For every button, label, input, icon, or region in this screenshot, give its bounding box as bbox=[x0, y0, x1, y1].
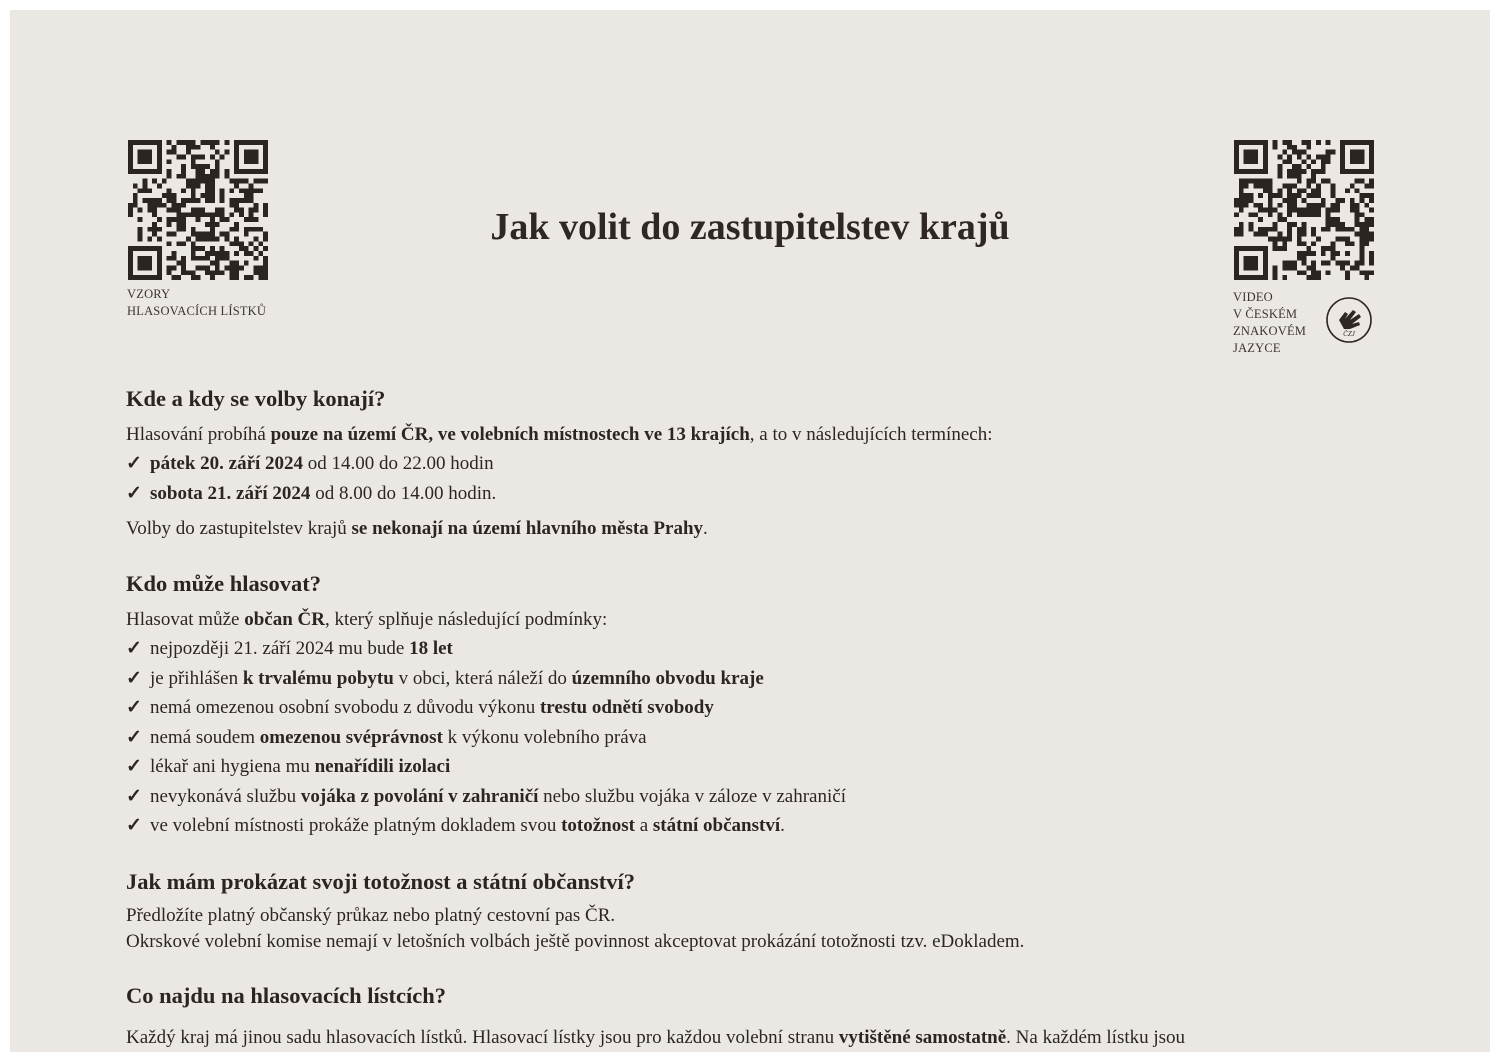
section-where-when bbox=[126, 386, 1386, 543]
text-bold: trestu odnětí svobody bbox=[539, 697, 714, 718]
text: nemá soudem bbox=[150, 726, 260, 748]
text-bold: 18 let bbox=[409, 638, 453, 659]
qr-left-caption-line: HLASOVACÍCH LÍSTKŮ bbox=[127, 304, 267, 318]
section-heading: Co najdu na hlasovacích lístcích? bbox=[126, 982, 447, 1008]
check-icon: ✓ bbox=[126, 697, 142, 718]
text: Volby do zastupitelstev krajů bbox=[126, 518, 352, 539]
check-icon: ✓ bbox=[126, 726, 142, 748]
check-icon: ✓ bbox=[126, 638, 142, 659]
list-item bbox=[126, 634, 1386, 664]
list-item bbox=[126, 449, 1386, 479]
text-bold: k trvalému pobytu bbox=[242, 667, 394, 689]
list-item bbox=[126, 723, 1386, 753]
text: od 14.00 do 22.00 hodin bbox=[303, 453, 494, 474]
text: nejpozději 21. září 2024 mu bude bbox=[150, 638, 410, 659]
text: nevykonává službu bbox=[150, 785, 301, 807]
text: , který splňuje následující podmínky: bbox=[324, 609, 608, 630]
text: v obci, která náleží do bbox=[393, 667, 572, 689]
list-item bbox=[126, 752, 1386, 782]
text: k výkonu volebního práva bbox=[442, 726, 647, 748]
text: Každý kraj má jinou sadu hlasovacích lístků. Hlasovací lístky jsou pro každou volební stranu bbox=[126, 1026, 839, 1048]
check-icon: ✓ bbox=[126, 785, 142, 807]
list-item bbox=[126, 693, 1386, 723]
paragraph bbox=[126, 1023, 1386, 1052]
text-bold: státní občanství bbox=[652, 815, 781, 836]
text-bold: občan ČR bbox=[244, 609, 325, 630]
text-bold: totožnost bbox=[561, 815, 635, 836]
qr-right-caption-line: ZNAKOVÉM bbox=[1233, 324, 1307, 338]
text-bold: omezenou svéprávnost bbox=[259, 726, 443, 748]
check-icon: ✓ bbox=[126, 453, 142, 474]
section-note bbox=[126, 514, 1386, 543]
text-bold: se nekonají na území hlavního města Prahy bbox=[351, 518, 704, 539]
qr-right-caption bbox=[1233, 289, 1306, 357]
section-identity bbox=[126, 869, 1386, 955]
text: Hlasování probíhá bbox=[126, 424, 271, 445]
text: je přihlášen bbox=[150, 667, 243, 689]
text: nebo službu vojáka v záloze v zahraničí bbox=[538, 785, 846, 807]
main-content bbox=[126, 386, 1386, 1052]
text: Hlasovat může bbox=[126, 609, 245, 630]
text: ve volební místnosti prokáže platným dokladem svou bbox=[150, 815, 562, 836]
qr-right-caption-line: JAZYCE bbox=[1233, 341, 1281, 355]
text-bold: vojáka z povolání v zahraničí bbox=[300, 785, 539, 807]
paragraph: Předložíte platný občanský průkaz nebo platný cestovní pas ČR. bbox=[126, 904, 616, 926]
check-icon: ✓ bbox=[126, 756, 142, 777]
text: od 8.00 do 14.00 hodin. bbox=[310, 482, 497, 504]
section-heading: Kde a kdy se volby konají? bbox=[126, 386, 386, 411]
qr-left-caption-line: VZORY bbox=[127, 287, 171, 301]
text-bold: sobota 21. září 2024 bbox=[150, 482, 311, 504]
text-bold: pouze na území ČR, ve volebních místnostech ve 13 krajích bbox=[270, 424, 750, 445]
text-bold: vytištěné samostatně bbox=[838, 1026, 1007, 1048]
text-bold: územního obvodu kraje bbox=[571, 667, 764, 689]
section-heading: Jak mám prokázat svoji totožnost a státní občanství? bbox=[126, 868, 635, 894]
list-item bbox=[126, 479, 1386, 509]
text: , a to v následujících termínech: bbox=[749, 424, 993, 445]
text: . bbox=[780, 815, 785, 836]
list-item bbox=[126, 664, 1386, 694]
section-ballots bbox=[126, 983, 1386, 1052]
sign-language-icon bbox=[1325, 296, 1373, 344]
section-intro bbox=[126, 605, 1386, 634]
text: . Na každém lístku jsou bbox=[1006, 1026, 1186, 1048]
page-title: Jak volit do zastupitelstev krajů bbox=[490, 206, 1010, 248]
text-bold: nenařídili izolaci bbox=[314, 756, 451, 777]
paragraph: Okrskové volební komise nemají v letošních volbách ještě povinnost akceptovat prokázání totožnosti tzv. eDokladem. bbox=[126, 930, 1025, 952]
qr-right-caption-line: V ČESKÉM bbox=[1233, 307, 1298, 321]
section-intro bbox=[126, 420, 1386, 449]
check-icon: ✓ bbox=[126, 815, 142, 836]
text: . bbox=[703, 518, 708, 539]
check-icon: ✓ bbox=[126, 482, 142, 504]
list-item bbox=[126, 811, 1386, 841]
text-bold: pátek 20. září 2024 bbox=[150, 453, 304, 474]
section-heading: Kdo může hlasovat? bbox=[126, 571, 322, 596]
section-who-can-vote bbox=[126, 571, 1386, 841]
list-item bbox=[126, 782, 1386, 812]
document-sheet bbox=[10, 10, 1490, 1052]
text: nemá omezenou osobní svobodu z důvodu výkonu bbox=[150, 697, 540, 718]
check-icon: ✓ bbox=[126, 667, 142, 689]
text: a bbox=[634, 815, 653, 836]
qr-left-caption bbox=[127, 286, 266, 320]
svg-text:ČZJ: ČZJ bbox=[1343, 330, 1355, 338]
qr-right-caption-line: VIDEO bbox=[1233, 290, 1273, 304]
text: lékař ani hygiena mu bbox=[150, 756, 315, 777]
